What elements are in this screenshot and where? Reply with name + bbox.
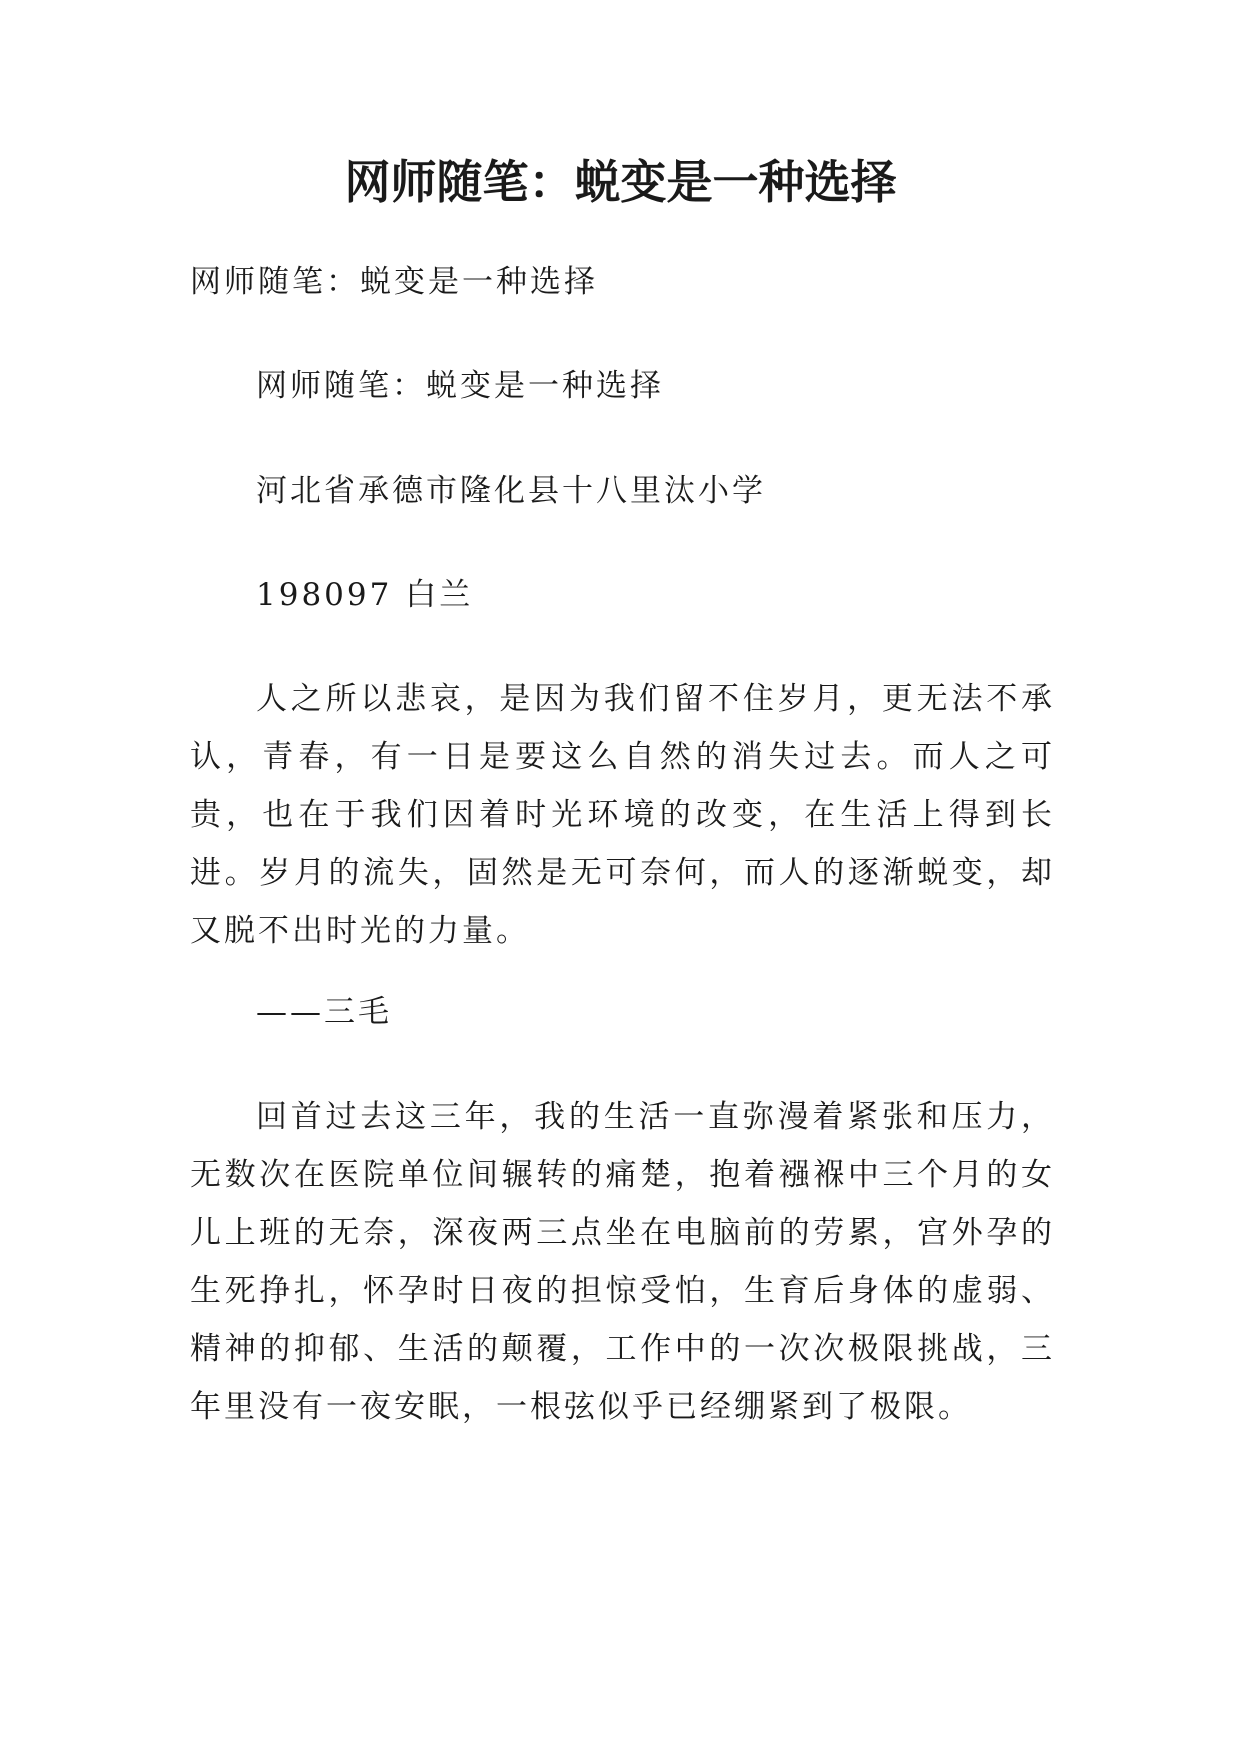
body-paragraph: 回首过去这三年，我的生活一直弥漫着紧张和压力，无数次在医院单位间辗转的痛楚，抱着襁褓中三个月的女儿上班的无奈，深夜两三点坐在电脑前的劳累，宫外孕的生死挣扎，怀孕时日夜的担惊受怕，生育后身体的虚弱、精神的抑郁、生活的颠覆，工作中的一次次极限挑战，三年里没有一夜安眠，一根弦似乎已经绷紧到了极限。 xyxy=(190,1099,1055,1425)
author-line: 198097 白兰 xyxy=(256,577,474,613)
subtitle-indented: 网师随笔：蜕变是一种选择 xyxy=(256,368,664,404)
quote-attribution: ——三毛 xyxy=(256,994,392,1030)
school-line: 河北省承德市隆化县十八里汰小学 xyxy=(256,473,766,509)
quote-paragraph: 人之所以悲哀，是因为我们留不住岁月，更无法不承认，青春，有一日是要这么自然的消失过去。而人之可贵，也在于我们因着时光环境的改变，在生活上得到长进。岁月的流失，固然是无可奈何，而人的逐渐蜕变，却又脱不出时光的力量。 xyxy=(190,681,1055,949)
document-title: 网师随笔：蜕变是一种选择 xyxy=(344,155,897,209)
subtitle-plain: 网师随笔：蜕变是一种选择 xyxy=(190,264,598,300)
